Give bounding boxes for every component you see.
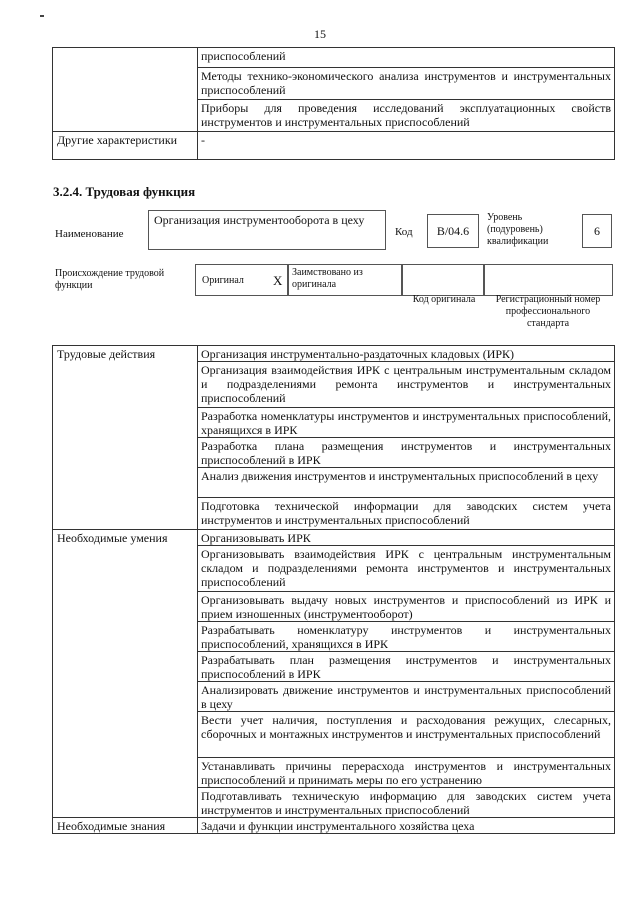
table-row <box>53 346 615 362</box>
list-item: Организовывать ИРК <box>198 530 615 546</box>
list-item: Анализ движения инструментов и инструментальных приспособлений в цеху <box>198 468 615 498</box>
level-label: Уровень (подуровень) квалификации <box>487 212 549 247</box>
list-item: Организовывать выдачу новых инструментов и приспособлений из ИРК и прием изношенных (инструментооборот) <box>198 592 615 622</box>
table-row <box>53 530 615 546</box>
page-number: 15 <box>314 27 326 41</box>
group-label-skills: Необходимые умения <box>53 530 198 818</box>
list-item: Разработка номенклатуры инструментов и инструментальных приспособлений, хранящихся в ИРК <box>198 408 615 438</box>
name-box <box>148 210 386 250</box>
original-mark: X <box>273 273 283 288</box>
function-details-table <box>52 345 615 834</box>
corner-mark <box>40 15 44 17</box>
borrowed-label: Заимствовано из оригинала <box>292 267 363 290</box>
section-title: 3.2.4. Трудовая функция <box>53 184 196 199</box>
origin-label: Происхождение трудовой функции <box>55 268 165 291</box>
group-label-actions: Трудовые действия <box>53 346 198 530</box>
code-box <box>427 214 479 248</box>
reg-number-caption: Регистрационный номер профессионального стандарта <box>495 294 601 329</box>
list-item: Устанавливать причины перерасхода инструментов и инструментальных приспособлений и принимать меры по его устранению <box>198 758 615 788</box>
list-item: Разрабатывать номенклатуру инструментов и инструментальных приспособлений, хранящихся в ИРК <box>198 622 615 652</box>
list-item: Разработка плана размещения инструментов и инструментальных приспособлений в ИРК <box>198 438 615 468</box>
list-item: Вести учет наличия, поступления и расходования режущих, слесарных, сборочных и монтажных инструментов и инструментальных приспособлений <box>198 712 615 758</box>
group-label-knowledge: Необходимые знания <box>53 818 198 834</box>
level-value: 6 <box>594 224 600 238</box>
code-original-caption: Код оригинала <box>412 294 476 305</box>
table-row <box>53 48 615 68</box>
row-value: приспособлений <box>198 48 615 68</box>
table-row <box>53 132 615 160</box>
row-value: - <box>198 132 615 160</box>
reg-number-box <box>483 264 613 296</box>
row-label-other: Другие характеристики <box>53 132 198 160</box>
original-label: Оригинал <box>202 275 244 286</box>
row-value: Приборы для проведения исследований эксплуатационных свойств инструментов и инструментальных приспособлений <box>198 100 615 132</box>
borrowed-box <box>287 264 403 296</box>
level-box <box>582 214 612 248</box>
code-value: B/04.6 <box>436 224 470 238</box>
original-box <box>195 264 289 296</box>
list-item: Задачи и функции инструментального хозяйства цеха <box>198 818 615 834</box>
name-value: Организация инструментооборота в цеху <box>154 213 365 227</box>
list-item: Разрабатывать план размещения инструментов и инструментальных приспособлений в ИРК <box>198 652 615 682</box>
list-item: Организация инструментально-раздаточных кладовых (ИРК) <box>198 346 615 362</box>
list-item: Организация взаимодействия ИРК с центральным инструментальным складом и подразделениями ремонта инструментов и инструментальных приспособлений <box>198 362 615 408</box>
characteristics-table <box>52 47 615 160</box>
list-item: Подготавливать техническую информацию для заводских систем учета инструментов и инструментальных приспособлений <box>198 788 615 818</box>
list-item: Организовывать взаимодействия ИРК с центральным инструментальным складом и подразделениями ремонта инструментов и инструментальных приспособлений <box>198 546 615 592</box>
list-item: Подготовка технической информации для заводских систем учета инструментов и инструментальных приспособлений <box>198 498 615 530</box>
table-row <box>53 818 615 834</box>
row-value: Методы технико-экономического анализа инструментов и инструментальных приспособлений <box>198 68 615 100</box>
row-label <box>53 48 198 132</box>
code-label: Код <box>395 226 413 238</box>
code-original-box <box>401 264 485 296</box>
name-label: Наименование <box>55 228 124 240</box>
list-item: Анализировать движение инструментов и инструментальных приспособлений в цеху <box>198 682 615 712</box>
